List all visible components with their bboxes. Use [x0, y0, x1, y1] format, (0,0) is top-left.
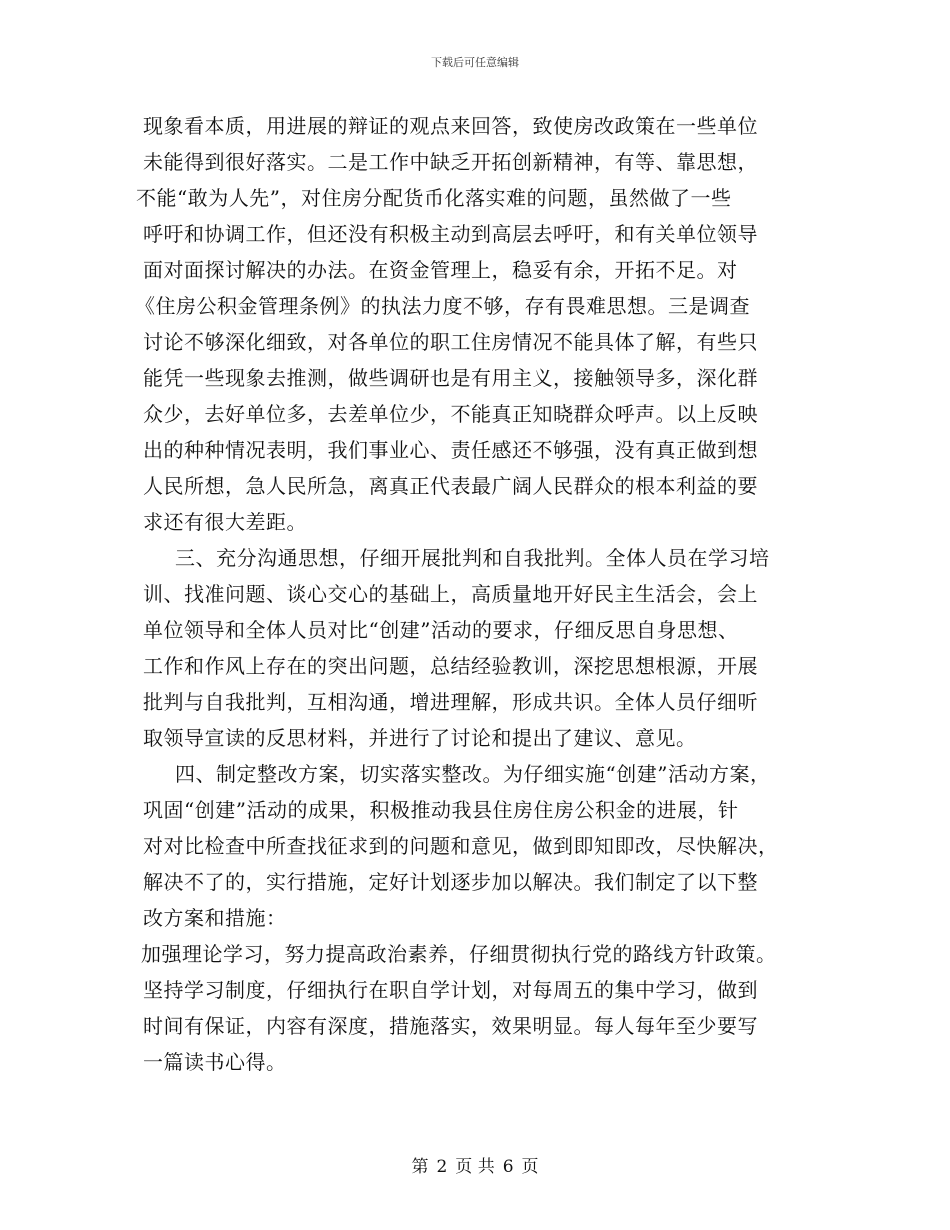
text-line: 能凭一些现象去推测，做些调研也是有用主义，接触领导多，深化群 — [143, 366, 758, 390]
text-line: 时间有保证，内容有深度，措施落实，效果明显。每人每年至少要写 — [143, 1014, 758, 1038]
text-line: 取领导宣读的反思材料，并进行了讨论和提出了建议、意见。 — [143, 726, 697, 750]
page-header-note: 下载后可任意编辑 — [431, 56, 519, 69]
current-page-number: 2 — [436, 1157, 448, 1177]
text-line: 坚持学习制度，仔细执行在职自学计划，对每周五的集中学习，做到 — [143, 978, 758, 1002]
footer-prefix: 第 — [411, 1157, 429, 1177]
footer-suffix: 页 — [521, 1157, 539, 1177]
text-line: 人民所想，急人民所急，离真正代表最广阔人民群众的根本利益的要 — [143, 474, 758, 498]
footer-middle: 页 共 — [455, 1157, 495, 1177]
text-line: 《住房公积金管理条例》的执法力度不够，存有畏难思想。三是调查 — [135, 294, 750, 318]
text-line: 对对比检查中所查找征求到的问题和意见，做到即知即改，尽快解决， — [143, 834, 779, 858]
text-line: 现象看本质，用进展的辩证的观点来回答，致使房改政策在一些单位 — [143, 114, 758, 138]
text-line: 众少，去好单位多，去差单位少，不能真正知晓群众呼声。以上反映 — [143, 402, 758, 426]
text-line: 出的种种情况表明，我们事业心、责任感还不够强，没有真正做到想 — [143, 438, 758, 462]
text-line: 讨论不够深化细致，对各单位的职工住房情况不能具体了解，有些只 — [143, 330, 758, 354]
text-line: 解决不了的，实行措施，定好计划逐步加以解决。我们制定了以下整 — [143, 870, 758, 894]
text-line: 呼吁和协调工作，但还没有积极主动到高层去呼吁，和有关单位领导 — [143, 222, 758, 246]
text-line: 训、找准问题、谈心交心的基础上，高质量地开好民主生活会，会上 — [143, 582, 758, 606]
text-line: 四、制定整改方案，切实落实整改。为仔细实施“创建”活动方案， — [175, 762, 771, 786]
text-line: 改方案和措施： — [143, 906, 287, 930]
text-line: 工作和作风上存在的突出问题，总结经验教训，深挖思想根源，开展 — [143, 654, 758, 678]
text-line: 一篇读书心得。 — [143, 1050, 287, 1074]
text-line: 加强理论学习，努力提高政治素养，仔细贯彻执行党的路线方针政策。 — [141, 942, 777, 966]
text-line: 批判与自我批判，互相沟通，增进理解，形成共识。全体人员仔细听 — [143, 690, 758, 714]
text-line: 未能得到很好落实。二是工作中缺乏开拓创新精神，有等、靠思想， — [143, 150, 758, 174]
text-line: 单位领导和全体人员对比“创建”活动的要求，仔细反思自身思想、 — [143, 618, 739, 642]
page-footer — [0, 1152, 950, 1177]
total-page-count: 6 — [502, 1157, 514, 1177]
text-line: 求还有很大差距。 — [143, 510, 307, 534]
text-line: 三、充分沟通思想，仔细开展批判和自我批判。全体人员在学习培 — [175, 546, 770, 570]
text-line: 不能“敢为人先”，对住房分配货币化落实难的问题，虽然做了一些 — [136, 186, 732, 210]
text-line: 面对面探讨解决的办法。在资金管理上，稳妥有余，开拓不足。对 — [143, 258, 738, 282]
text-line: 巩固“创建”活动的成果，积极推动我县住房住房公积金的进展，针 — [143, 798, 739, 822]
